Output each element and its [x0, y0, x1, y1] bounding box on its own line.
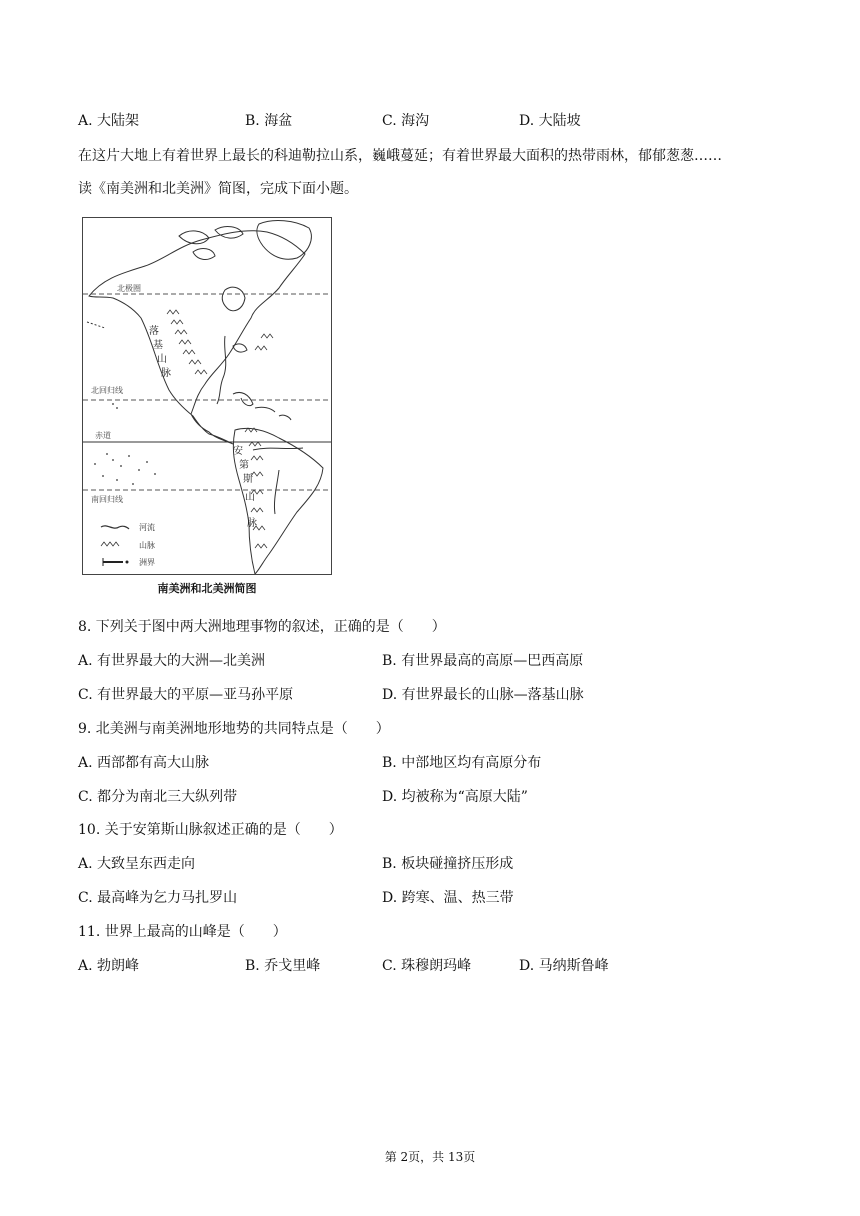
option-a-continental-shelf: A. 大陆架	[78, 113, 140, 129]
question-11-option-d: D. 马纳斯鲁峰	[519, 958, 609, 974]
option-d-continental-slope: D. 大陆坡	[519, 113, 581, 129]
andes-char-2: 第	[239, 460, 249, 471]
question-9-option-d: D. 均被称为“高原大陆”	[382, 789, 528, 805]
legend-boundary-label: 洲界	[139, 558, 155, 567]
arctic-circle-label: 北极圈	[117, 284, 141, 293]
rocky-mountains-label	[149, 324, 171, 379]
andes-char-1: 安	[233, 446, 243, 457]
legend-mountain-label: 山脉	[139, 541, 155, 550]
rockies-char-2: 基	[153, 340, 163, 351]
question-8-option-c: C. 有世界最大的平原—亚马孙平原	[78, 687, 294, 703]
andes-char-3: 斯	[243, 474, 253, 485]
question-8-option-a: A. 有世界最大的大洲—北美洲	[78, 653, 266, 669]
question-8-option-d: D. 有世界最长的山脉—落基山脉	[382, 687, 584, 703]
andes-mountains-symbols	[245, 428, 267, 548]
question-10-option-b: B. 板块碰撞挤压形成	[382, 856, 514, 872]
question-11-stem: 11. 世界上最高的山峰是（ ）	[78, 924, 287, 940]
map-legend	[101, 522, 155, 567]
question-11-option-c: C. 珠穆朗玛峰	[382, 958, 472, 974]
question-9-option-c: C. 都分为南北三大纵列带	[78, 789, 238, 805]
rockies-char-4: 脉	[161, 368, 171, 379]
question-11-option-b: B. 乔戈里峰	[245, 958, 321, 974]
legend-mountain-icon	[101, 542, 119, 546]
question-8-stem: 8. 下列关于图中两大洲地理事物的叙述，正确的是（ ）	[78, 619, 446, 635]
question-10-option-a: A. 大致呈东西走向	[78, 856, 196, 872]
option-c-trench: C. 海沟	[382, 113, 430, 129]
rocky-mountains-symbols	[167, 310, 273, 374]
equator-label: 赤道	[95, 431, 111, 440]
hudson-bay-outline	[222, 287, 245, 311]
tropic-of-cancer-label: 北回归线	[91, 386, 123, 395]
map-caption: 南美洲和北美洲简图	[157, 582, 257, 595]
question-10-stem: 10. 关于安第斯山脉叙述正确的是（ ）	[78, 822, 343, 838]
question-9-option-a: A. 西部都有高大山脉	[78, 755, 210, 771]
rockies-char-1: 落	[149, 326, 159, 337]
option-b-ocean-basin: B. 海盆	[245, 113, 293, 129]
legend-river-label: 河流	[139, 523, 155, 532]
greenland-outline	[257, 221, 311, 260]
rockies-char-3: 山	[157, 354, 167, 365]
question-8-option-b: B. 有世界最高的高原—巴西高原	[382, 653, 584, 669]
question-9-option-b: B. 中部地区均有高原分布	[382, 755, 542, 771]
amazon-river	[253, 448, 303, 450]
page-footer: 第 2页，共 13页	[384, 1150, 476, 1164]
question-10-option-c: C. 最高峰为乞力马扎罗山	[78, 890, 238, 906]
andes-char-5: 脉	[247, 518, 257, 529]
pacific-islands	[94, 403, 156, 485]
legend-river-icon	[101, 526, 129, 529]
question-11-option-a: A. 勃朗峰	[78, 958, 140, 974]
intro-line-1: 在这片大地上有着世界上最长的科迪勒拉山系，巍峨蔓延；有着世界最大面积的热带雨林，郁郁葱葱……	[78, 148, 722, 164]
americas-map	[82, 217, 332, 575]
question-9-stem: 9. 北美洲与南美洲地形地势的共同特点是（ ）	[78, 721, 390, 737]
mississippi-river	[217, 336, 226, 404]
tropic-of-capricorn-label: 南回归线	[91, 495, 123, 504]
andes-char-4: 山	[245, 492, 255, 503]
intro-line-2: 读《南美洲和北美洲》简图，完成下面小题。	[78, 181, 358, 197]
question-10-option-d: D. 跨寒、温、热三带	[382, 890, 514, 906]
